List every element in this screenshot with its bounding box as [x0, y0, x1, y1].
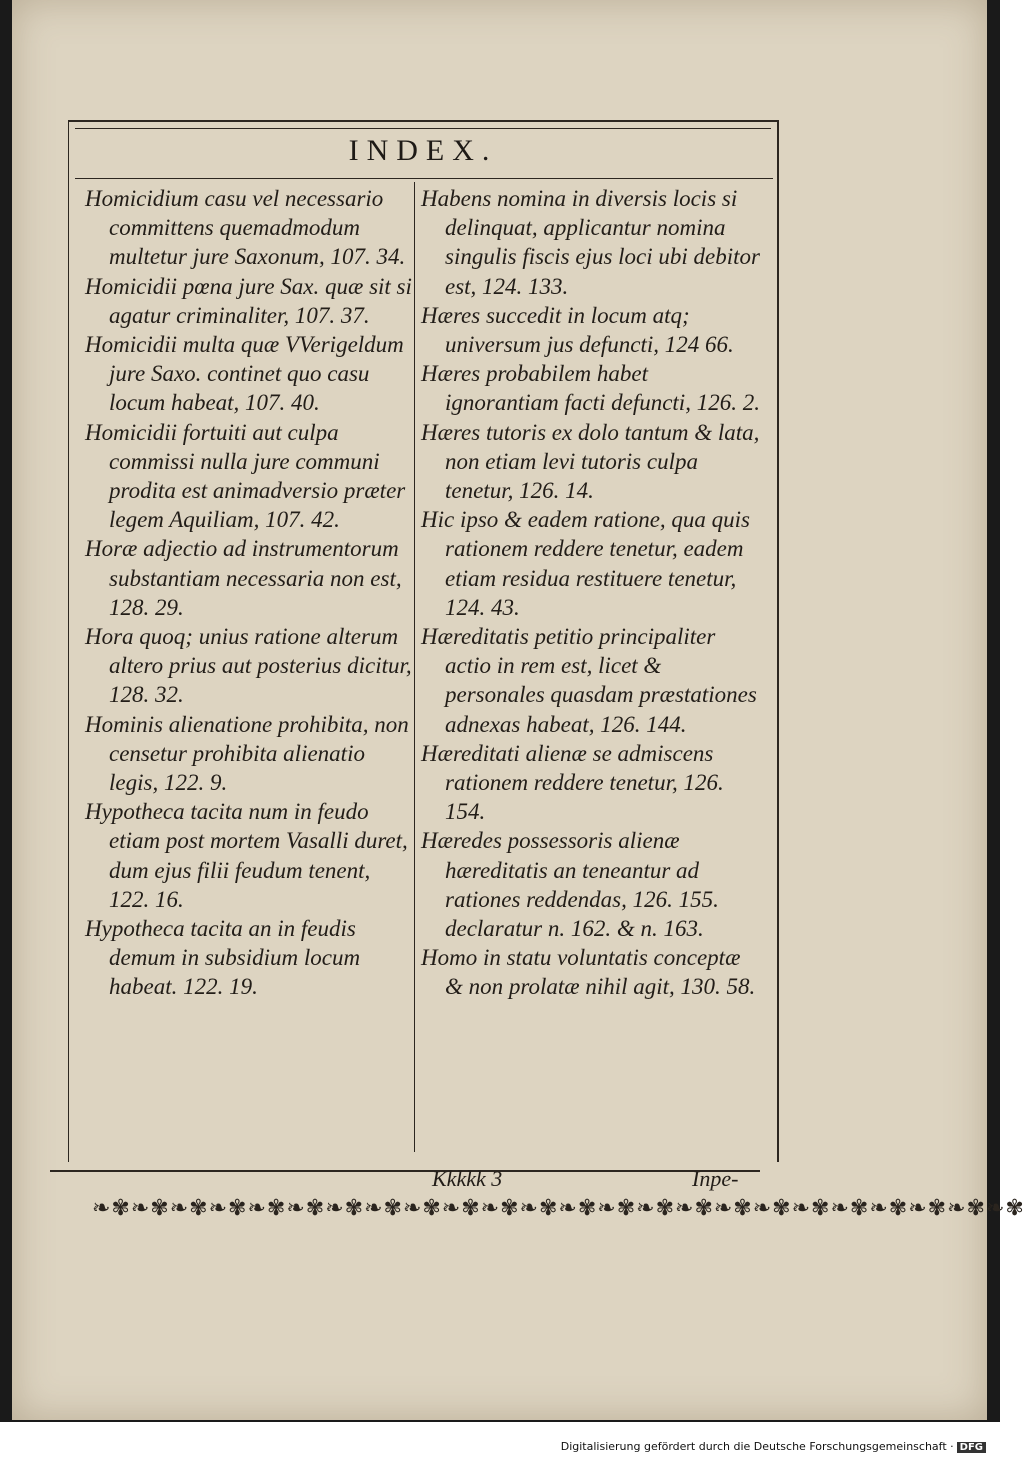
- book-page: [12, 0, 1025, 1420]
- right-column: [421, 184, 761, 1002]
- index-entry: Homicidii multa quæ VVerigeldum jure Saxo. continet quo casu locum habeat, 107. 40.: [85, 332, 404, 416]
- index-entry: Hæres succedit in locum atq; universum jus defuncti, 124 66.: [421, 302, 734, 358]
- index-entry: Hæres probabilem habet ignorantiam facti defuncti, 126. 2.: [421, 361, 760, 416]
- index-entry: Hæredes possessoris alienæ hæreditatis an teneantur ad rationes reddendas, 126. 155. declaratur n. 162. & n. 163.: [421, 828, 719, 942]
- catchword: Inpe-: [692, 1166, 739, 1191]
- index-entry: Hæres tutoris ex dolo tantum & lata, non etiam levi tutoris culpa tenetur, 126. 14.: [421, 419, 760, 504]
- ornament-band: ❧✾❧✾❧✾❧✾❧✾❧✾❧✾❧✾❧✾❧✾❧✾❧✾❧✾❧✾❧✾❧✾❧✾❧✾❧✾❧✾❧✾❧✾❧✾❧✾: [92, 1196, 1025, 1221]
- index-entry: Homicidii fortuiti aut culpa commissi nulla jure communi prodita est animadversio præter legem Aquiliam, 107. 42.: [85, 419, 406, 533]
- index-entry: Hypotheca tacita num in feudo etiam post mortem Vasalli duret, dum ejus filii feudum tenent, 122. 16.: [85, 799, 408, 912]
- index-entry: Homo in statu voluntatis conceptæ & non prolatæ nihil agit, 130. 58.: [421, 945, 756, 1000]
- index-entry: Hora quoq; unius ratione alterum altero prius aut posterius dicitur, 128. 32.: [85, 624, 412, 708]
- bottom-rule: [50, 1170, 760, 1172]
- credit-text: Digitalisierung gefördert durch die Deutsche Forschungsgemeinschaft ·: [560, 1440, 954, 1453]
- index-entry: Hæreditati alienæ se admiscens rationem reddere tenetur, 126. 154.: [421, 740, 724, 825]
- index-entry: Hypotheca tacita an in feudis demum in subsidium locum habeat. 122. 19.: [85, 916, 361, 1000]
- left-column: [85, 184, 415, 1002]
- index-entry: Habens nomina in diversis locis si delinquat, applicantur nomina singulis fiscis ejus loci ubi debitor est, 124. 133.: [421, 186, 760, 299]
- index-entry: Homicidium casu vel necessario committens quemadmodum multetur jure Saxonum, 107. 34.: [85, 186, 406, 270]
- digitization-credit: [561, 1440, 986, 1453]
- text-frame: [68, 120, 779, 1162]
- index-entry: Hic ipso & eadem ratione, qua quis rationem reddere tenetur, eadem etiam residua restituere tenetur, 124. 43.: [421, 507, 750, 620]
- index-entry: Horæ adjectio ad instrumentorum substantiam necessaria non est, 128. 29.: [85, 536, 402, 620]
- dfg-logo: DFG: [957, 1442, 986, 1453]
- signature-mark: Kkkkk 3: [432, 1166, 503, 1191]
- frame-inner-rule: [75, 128, 771, 129]
- index-entry: Hominis alienatione prohibita, non censetur prohibita alienatio legis, 122. 9.: [85, 711, 409, 796]
- index-entry: Homicidii pœna jure Sax. quæ sit si agatur criminaliter, 107. 37.: [85, 273, 412, 328]
- running-title: INDEX.: [348, 134, 498, 167]
- index-entry: Hæreditatis petitio principaliter actio in rem est, licet & personales quasdam præstationes adnexas habeat, 126. 144.: [421, 624, 757, 737]
- header-rule: [75, 178, 773, 179]
